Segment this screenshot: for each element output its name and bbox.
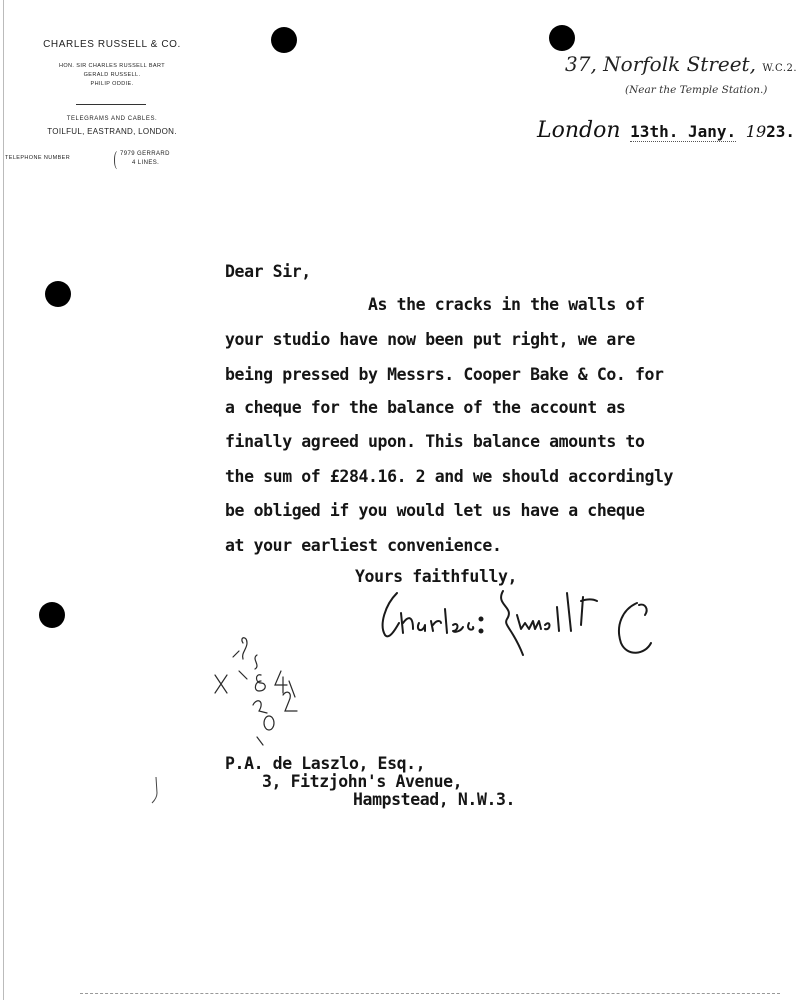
brace-glyph: (: [113, 148, 118, 170]
body-line: a cheque for the balance of the account as: [225, 398, 626, 417]
salutation: Dear Sir,: [225, 262, 311, 281]
body-line: As the cracks in the walls of: [368, 295, 645, 314]
telegraphic-address: TOILFUL, EASTRAND, LONDON.: [47, 127, 177, 136]
recipient-line: 3, Fitzjohn's Avenue,: [262, 772, 463, 791]
street-address: [565, 52, 797, 76]
postal-district: W.C.2.: [762, 63, 798, 74]
firm-name: CHARLES RUSSELL & CO.: [43, 39, 181, 50]
body-line: at your earliest convenience.: [225, 536, 502, 555]
date-day-month: 13th. Jany.: [630, 122, 737, 141]
near-station: (Near the Temple Station.): [625, 84, 768, 96]
punch-hole: [549, 25, 575, 51]
street-name: 37, Norfolk Street,: [565, 52, 756, 76]
signature: [375, 585, 665, 660]
telephone-exchange: 7979 GERRARD: [120, 151, 170, 157]
date-city: London: [537, 118, 621, 143]
pencil-annotation: [205, 635, 315, 755]
body-line: finally agreed upon. This balance amounts to: [225, 432, 645, 451]
stray-mark: [150, 775, 162, 805]
telegrams-label: TELEGRAMS AND CABLES.: [66, 116, 158, 122]
punch-hole: [271, 27, 297, 53]
partner-name: HON. SIR CHARLES RUSSELL BART: [58, 63, 166, 69]
body-line: your studio have now been put right, we are: [225, 330, 635, 349]
date-year-prefix: 19: [745, 122, 767, 141]
divider: [76, 104, 146, 105]
date-line: [537, 118, 795, 143]
page-edge: [3, 0, 4, 1000]
partner-name: PHILIP ODDIE.: [90, 81, 134, 87]
telephone-lines: 4 LINES.: [132, 160, 160, 166]
punch-hole: [45, 281, 71, 307]
body-line: the sum of £284.16. 2 and we should accordingly: [225, 467, 674, 486]
body-line: be obliged if you would let us have a cheque: [225, 501, 645, 520]
punch-hole: [39, 602, 65, 628]
telephone-label: TELEPHONE NUMBER: [5, 155, 71, 161]
body-line: being pressed by Messrs. Cooper Bake & Co. for: [225, 365, 664, 384]
date-year-suffix: 23.: [766, 122, 796, 141]
page-edge-bottom: [80, 993, 780, 995]
telephone-number: [120, 150, 170, 168]
recipient-line: P.A. de Laszlo, Esq.,: [225, 754, 426, 773]
closing: Yours faithfully,: [355, 567, 518, 586]
partner-name: GERALD RUSSELL.: [83, 72, 141, 78]
partner-list: [36, 62, 188, 89]
recipient-line: Hampstead, N.W.3.: [353, 790, 516, 809]
